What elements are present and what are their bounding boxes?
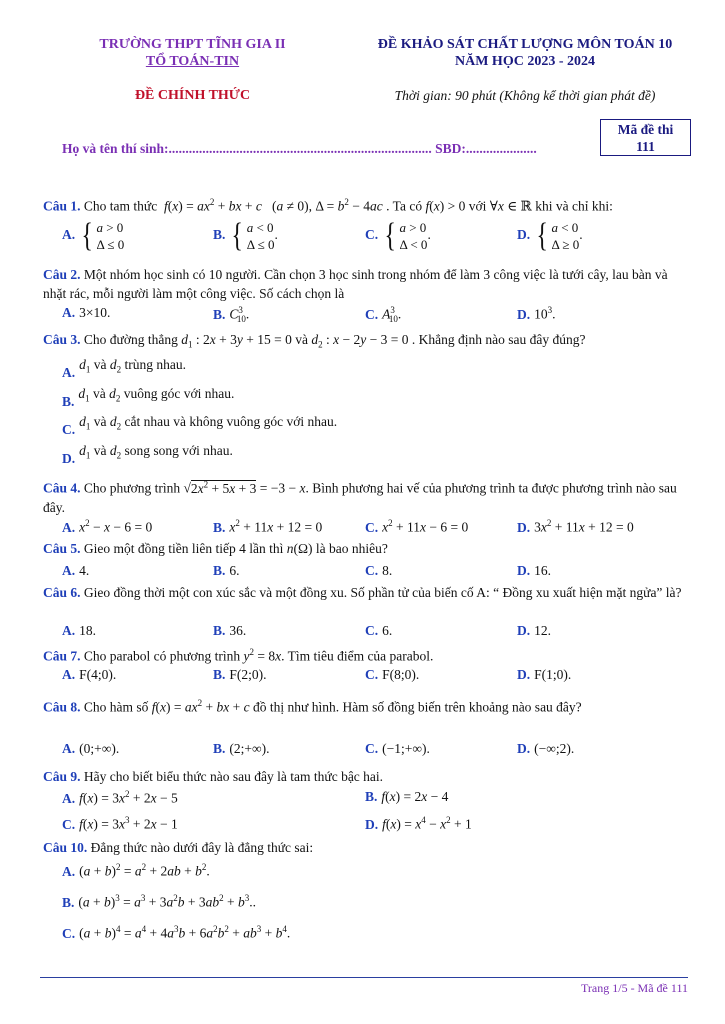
q1-text-a: Cho tam thức [83,198,158,214]
q6-option-b[interactable]: B. 36. [213,623,247,638]
q3-text-a: Cho đường thẳng [83,332,178,347]
official-label: ĐỀ CHÍNH THỨC [134,88,251,103]
page-footer: Trang 1/5 - Mã đề 111 [581,981,688,995]
question-10 [43,838,688,857]
q5-text-b: là bao nhiêu? [315,541,388,556]
q1-text-c: với [468,198,487,214]
q6-option-c[interactable]: C. 6. [365,623,393,638]
q4-option-d[interactable]: D. $3x^2 + 11x + 12 = 0$ [517,518,634,535]
q4-option-c[interactable]: C. $x^2 + 11x - 6 = 0$ [365,518,469,535]
q10-option-b[interactable]: B. $(a + b)^3 = a^3 + 3a^2b + 3ab^2 + b^3$.. [62,893,257,910]
q6-option-d[interactable]: D. 12. [517,623,551,638]
q1-option-b[interactable]: B. { a < 0 Δ ≤ 0 . [213,217,278,254]
q2-option-c[interactable]: C. $A^3_{10}$. [365,305,402,325]
q7-option-c[interactable]: C. F(8;0). [365,667,420,682]
q4-option-b[interactable]: B. $x^2 + 11x + 12 = 0$ [213,518,323,535]
exam-code-value: 111 [636,139,655,154]
q9-option-d[interactable]: D. $f(x) = x^4 - x^2 + 1$ [365,815,472,832]
q7-text-b: . Tìm tiêu điểm của parabol. [281,648,434,664]
school-year: NĂM HỌC 2023 - 2024 [455,54,595,69]
q10-option-a[interactable]: A. $(a + b)^2 = a^2 + 2ab + b^2$. [62,862,210,879]
question-6 [43,583,688,602]
q5-option-b[interactable]: B. 6. [213,563,240,578]
q1-text-b: . Ta có [386,198,423,214]
q3-text-b: và [295,332,308,347]
q8-option-c[interactable]: C. (−1;+∞). [365,741,430,756]
q5-option-c[interactable]: C. 8. [365,563,393,578]
question-1: Câu 1. Cho tam thức $f(x) = ax^2$ + bx + c (a ≠ 0), $\Delta = b^2 - 4ac$ . Ta có f(x) > 0 với ∀x ∈ ℝ khi và chỉ khi: [43,197,613,214]
q9-option-c[interactable]: C. $f(x) = 3x^3 + 2x - 1$ [62,815,178,832]
q7-text-a: Cho parabol có phương trình [83,648,241,664]
exam-code-label: Mã đề thi [617,122,674,137]
q6-number: Câu 6. [43,585,81,600]
q1-option-d[interactable]: D. { a < 0 Δ ≥ 0 . [517,217,583,254]
q9-option-b[interactable]: B. f(x) = 2x − 4 [365,789,449,804]
question-2 [43,265,688,303]
q6-text: Gieo đồng thời một con xúc sắc và một đồng xu. Số phần tử của biến cố A: “ Đồng xu xuất hiện mặt ngửa” là? [83,585,682,600]
q2-option-b[interactable]: B. $C^3_{10}$. [213,305,250,325]
question-7: Câu 7. Cho parabol có phương trình $y^2 = 8x$. Tìm tiêu điểm của parabol. [43,647,434,664]
q10-number: Câu 10. [43,840,88,855]
question-9 [43,767,688,786]
school-name: TRƯỜNG THPT TĨNH GIA II [99,37,286,52]
question-8: Câu 8. Cho hàm số $f(x) = ax^2$ + bx + c đồ thị như hình. Hàm số đồng biến trên khoảng nào sau đây? [43,698,582,715]
q5-option-d[interactable]: D. 16. [517,563,551,578]
q8-text-b: đồ thị như hình. Hàm số đồng biến trên khoảng nào sau đây? [253,699,582,715]
q5-option-a[interactable]: A. 4. [62,563,90,578]
footer-divider [40,977,688,978]
department: TỔ TOÁN-TIN [145,54,240,69]
q4-option-a[interactable]: A. $x^2 - x - 6 = 0$ [62,518,153,535]
q7-number: Câu 7. [43,648,81,664]
q2-number: Câu 2. [43,267,81,282]
q5-number: Câu 5. [43,541,81,556]
question-3: Câu 3. Cho đường thẳng $d_1$ : 2x + 3y + 15 = 0 và $d_2$ : x − 2y − 3 = 0 . Khẳng định nào sau đây đúng? [43,332,586,350]
q1-number: Câu 1. [43,198,81,214]
q3-text-c: . Khẳng định nào sau đây đúng? [411,332,586,347]
q5-text-a: Gieo một đồng tiền liên tiếp 4 lần thì [83,541,284,556]
q2-option-d[interactable]: D. $10^3$. [517,305,556,322]
question-4: Câu 4. Cho phương trình $√2x^2 + 5x + 3 = -3 - x$. Bình phương hai vế của phương trình ta được phương trình nào sau đây. [43,479,677,515]
q3-number: Câu 3. [43,332,81,347]
q8-number: Câu 8. [43,699,81,715]
q4-text-b: . Bình phương hai vế của phương trình ta được phương trình nào sau đây. [43,480,677,515]
q3-option-d[interactable]: $D.d_1$ và $d_2$ song song với nhau. [62,443,233,466]
q3-option-b[interactable]: $B.d_1$ và $d_2$ vuông góc với nhau. [62,386,235,409]
q3-option-c[interactable]: $C.d_1$ và $d_2$ cắt nhau và không vuông góc với nhau. [62,414,338,437]
q3-option-a[interactable]: $A.d_1$ và $d_2$ trùng nhau. [62,357,186,380]
q6-option-a[interactable]: A. 18. [62,623,96,638]
q9-number: Câu 9. [43,769,81,784]
q2-text: Một nhóm học sinh có 10 người. Cần chọn 3 học sinh trong nhóm để làm 3 công việc là tưới cây, lau bàn và nhặt rác, mỗi người làm một công việc. Số cách chọn là [43,267,668,301]
student-info-line: Họ và tên thí sinh:.............................................................................. SBD:..................... [62,141,537,156]
q9-text: Hãy cho biết biểu thức nào sau đây là tam thức bậc hai. [83,769,384,784]
q2-option-a[interactable]: A. 3×10. [62,305,111,320]
q8-option-d[interactable]: D. (−∞;2). [517,741,575,756]
q1-option-c[interactable]: C. { a > 0 Δ < 0 . [365,217,431,254]
q10-option-c[interactable]: C. $(a + b)^4 = a^4 + 4a^3b + 6a^2b^2 + ab^3 + b^4$. [62,924,291,941]
q10-text: Đẳng thức nào dưới đây là đẳng thức sai: [90,840,314,855]
q1-text-d: khi và chỉ khi: [535,198,613,214]
q9-option-a[interactable]: A. $f(x) = 3x^2 + 2x - 5$ [62,789,178,806]
q4-text-a: Cho phương trình [83,480,181,496]
q4-number: Câu 4. [43,480,81,496]
q8-text-a: Cho hàm số [83,699,149,715]
question-5: Câu 5. Gieo một đồng tiền liên tiếp 4 lần thì n(Ω) là bao nhiêu? [43,541,388,556]
q7-option-d[interactable]: D. F(1;0). [517,667,572,682]
exam-title: ĐỀ KHẢO SÁT CHẤT LƯỢNG MÔN TOÁN 10 [377,37,673,52]
q7-option-b[interactable]: B. F(2;0). [213,667,267,682]
q1-option-a[interactable]: A. { a > 0 Δ ≤ 0 [62,217,125,254]
q8-option-b[interactable]: B. (2;+∞). [213,741,270,756]
time-limit: Thời gian: 90 phút (Không kể thời gian phát đề) [394,88,656,103]
exam-code-box [600,119,691,156]
q7-option-a[interactable]: A. F(4;0). [62,667,117,682]
q8-option-a[interactable]: A. (0;+∞). [62,741,120,756]
